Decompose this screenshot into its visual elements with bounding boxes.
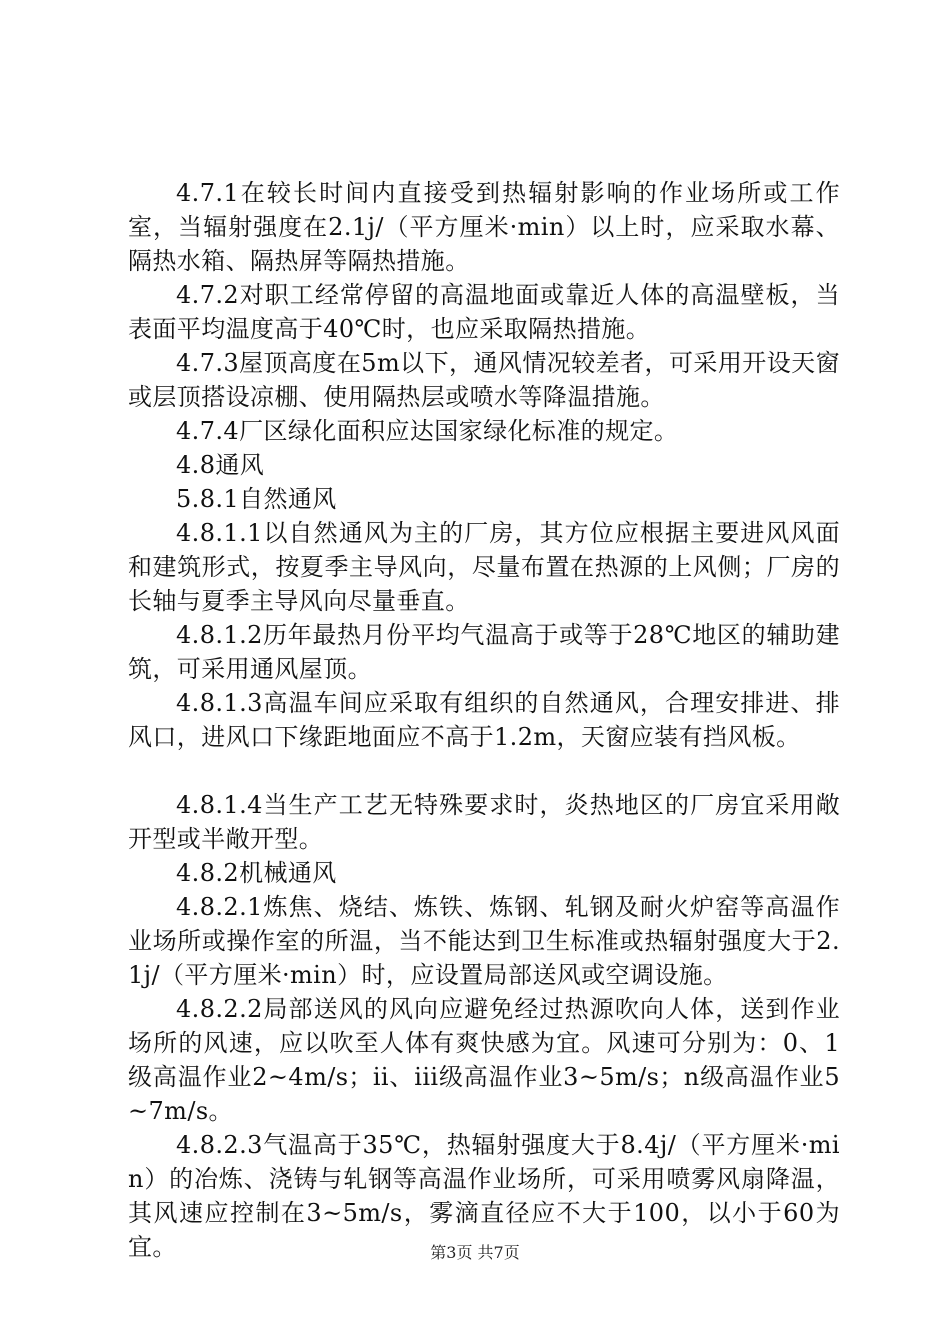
document-body (128, 176, 840, 1264)
subsection-heading-4-8-2: 4.8.2机械通风 (176, 859, 337, 887)
paragraph-4-8-2-1: 4.8.2.1炼焦、烧结、炼铁、炼钢、轧钢及耐火炉窑等高温作业场所或操作室的所温，当不能达到卫生标准或热辐射强度大于2.1j/（平方厘米·min）时，应设置局部送风或空调设施。 (128, 893, 840, 989)
subsection-heading-5-8-1: 5.8.1自然通风 (176, 485, 337, 513)
page-footer: 第3页 共7页 (430, 1243, 520, 1262)
paragraph-4-8-1-1: 4.8.1.1以自然通风为主的厂房，其方位应根据主要进风风面和建筑形式，按夏季主导风向，尽量布置在热源的上风侧；厂房的长轴与夏季主导风向尽量垂直。 (128, 519, 840, 615)
paragraph-4-8-1-3: 4.8.1.3高温车间应采取有组织的自然通风，合理安排进、排风口，进风口下缘距地面应不高于1.2m，天窗应装有挡风板。 (128, 689, 840, 751)
paragraph-4-8-1-4: 4.8.1.4当生产工艺无特殊要求时，炎热地区的厂房宜采用敞开型或半敞开型。 (128, 791, 840, 853)
paragraph-4-8-2-2: 4.8.2.2局部送风的风向应避免经过热源吹向人体，送到作业场所的风速，应以吹至人体有爽快感为宜。风速可分别为：0、1级高温作业2~4m/s；ii、iii级高温作业3~5m/s；n级高温作业5~7m/s。 (128, 995, 840, 1125)
paragraph-4-7-4: 4.7.4厂区绿化面积应达国家绿化标准的规定。 (176, 417, 679, 445)
paragraph-spacer (128, 754, 840, 788)
paragraph-4-7-3: 4.7.3屋顶高度在5m以下，通风情况较差者，可采用开设天窗或层顶搭设凉棚、使用隔热层或喷水等降温措施。 (128, 349, 840, 411)
section-heading-4-8: 4.8通风 (176, 451, 265, 479)
paragraph-4-8-2-3: 4.8.2.3气温高于35℃，热辐射强度大于8.4j/（平方厘米·min）的冶炼、浇铸与轧钢等高温作业场所，可采用喷雾风扇降温，其风速应控制在3~5m/s，雾滴直径应不大于100，以小于60为宜。 (128, 1131, 840, 1261)
paragraph-4-7-1: 4.7.1在较长时间内直接受到热辐射影响的作业场所或工作室，当辐射强度在2.1j/（平方厘米·min）以上时，应采取水幕、隔热水箱、隔热屏等隔热措施。 (128, 179, 840, 275)
paragraph-4-7-2: 4.7.2对职工经常停留的高温地面或靠近人体的高温壁板，当表面平均温度高于40℃时，也应采取隔热措施。 (128, 281, 840, 343)
paragraph-4-8-1-2: 4.8.1.2历年最热月份平均气温高于或等于28℃地区的辅助建筑，可采用通风屋顶。 (128, 621, 840, 683)
